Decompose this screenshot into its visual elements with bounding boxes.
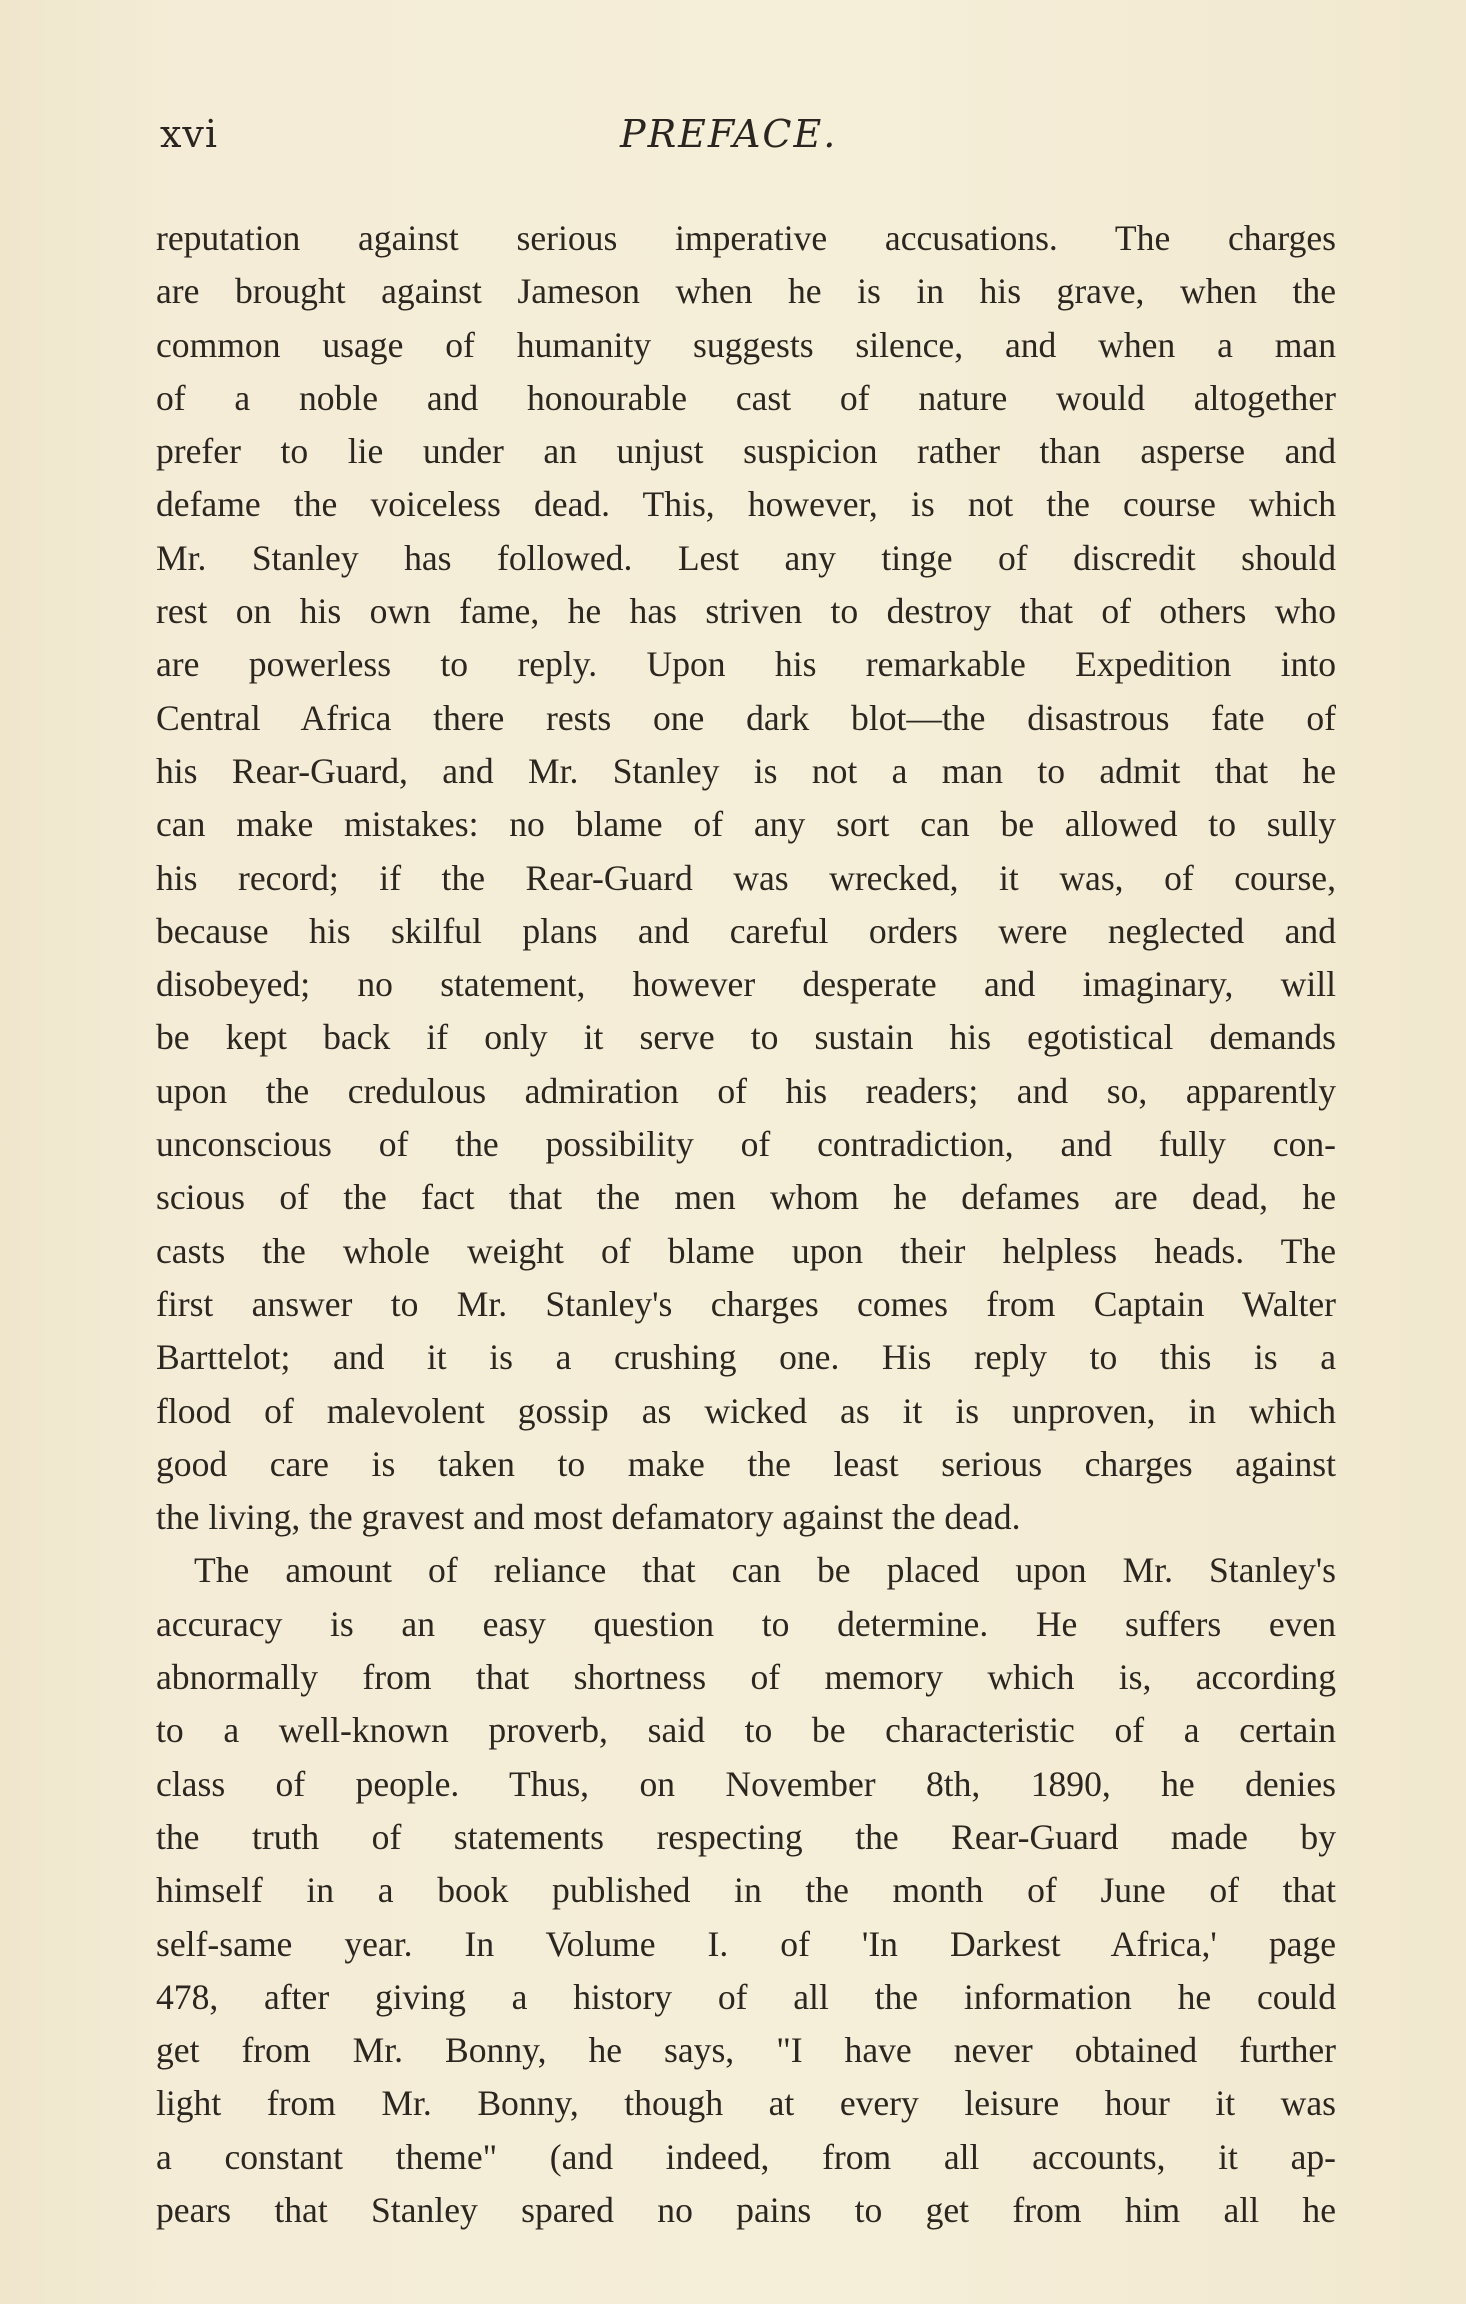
text-line: self-same year. In Volume I. of 'In Darkest Africa,' page <box>156 1923 1336 1964</box>
body-text <box>156 212 1336 2237</box>
text-line: flood of malevolent gossip as wicked as it is unproven, in which <box>156 1390 1336 1431</box>
text-line: scious of the fact that the men whom he defames are dead, he <box>156 1177 1336 1218</box>
text-line: are powerless to reply. Upon his remarkable Expedition into <box>156 644 1336 685</box>
text-line: prefer to lie under an unjust suspicion rather than asperse and <box>156 431 1336 472</box>
text-line: to a well-known proverb, said to be characteristic of a certain <box>156 1710 1336 1751</box>
text-line: himself in a book published in the month of June of that <box>156 1870 1336 1911</box>
text-line: abnormally from that shortness of memory which is, according <box>156 1657 1336 1698</box>
text-line: accuracy is an easy question to determine. He suffers even <box>156 1603 1336 1644</box>
text-line: common usage of humanity suggests silence, and when a man <box>156 324 1336 365</box>
text-line: his record; if the Rear-Guard was wrecked, it was, of course, <box>156 857 1336 898</box>
text-line: 478, after giving a history of all the information he could <box>156 1976 1336 2017</box>
text-line: reputation against serious imperative accusations. The charges <box>156 218 1336 258</box>
text-line: pears that Stanley spared no pains to get from him all he <box>156 2189 1336 2230</box>
text-line: unconscious of the possibility of contradiction, and fully con- <box>156 1124 1336 1165</box>
text-line: the truth of statements respecting the Rear-Guard made by <box>156 1816 1336 1857</box>
text-line: Central Africa there rests one dark blot—the disastrous fate of <box>156 697 1336 738</box>
text-line: rest on his own fame, he has striven to destroy that of others who <box>156 591 1336 632</box>
text-line: good care is taken to make the least serious charges against <box>156 1443 1336 1484</box>
text-line: get from Mr. Bonny, he says, "I have never obtained further <box>156 2030 1336 2071</box>
page-header <box>160 112 1350 162</box>
text-line: of a noble and honourable cast of nature would altogether <box>156 377 1336 418</box>
text-line: can make mistakes: no blame of any sort can be allowed to sully <box>156 804 1336 845</box>
text-line: are brought against Jameson when he is in his grave, when the <box>156 271 1336 312</box>
text-line: a constant theme" (and indeed, from all accounts, it ap- <box>156 2136 1336 2177</box>
text-line: because his skilful plans and careful orders were neglected and <box>156 910 1336 951</box>
text-line: upon the credulous admiration of his readers; and so, apparently <box>156 1070 1336 1111</box>
text-line: defame the voiceless dead. This, however, is not the course which <box>156 484 1336 525</box>
page-number: xvi <box>160 112 219 156</box>
text-line: Barttelot; and it is a crushing one. His reply to this is a <box>156 1337 1336 1378</box>
text-line: the living, the gravest and most defamatory against the dead. <box>156 1497 1021 1538</box>
text-line: first answer to Mr. Stanley's charges comes from Captain Walter <box>156 1283 1336 1324</box>
text-line: class of people. Thus, on November 8th, 1890, he denies <box>156 1763 1336 1804</box>
text-line: light from Mr. Bonny, though at every leisure hour it was <box>156 2083 1336 2124</box>
running-title: PREFACE. <box>620 112 838 156</box>
text-line: casts the whole weight of blame upon their helpless heads. The <box>156 1230 1336 1271</box>
text-line: his Rear-Guard, and Mr. Stanley is not a man to admit that he <box>156 750 1336 791</box>
text-line: Mr. Stanley has followed. Lest any tinge of discredit should <box>156 537 1336 578</box>
text-line: be kept back if only it serve to sustain his egotistical demands <box>156 1017 1336 1058</box>
text-line: The amount of reliance that can be placed upon Mr. Stanley's <box>194 1550 1336 1591</box>
text-line: disobeyed; no statement, however desperate and imaginary, will <box>156 964 1336 1005</box>
